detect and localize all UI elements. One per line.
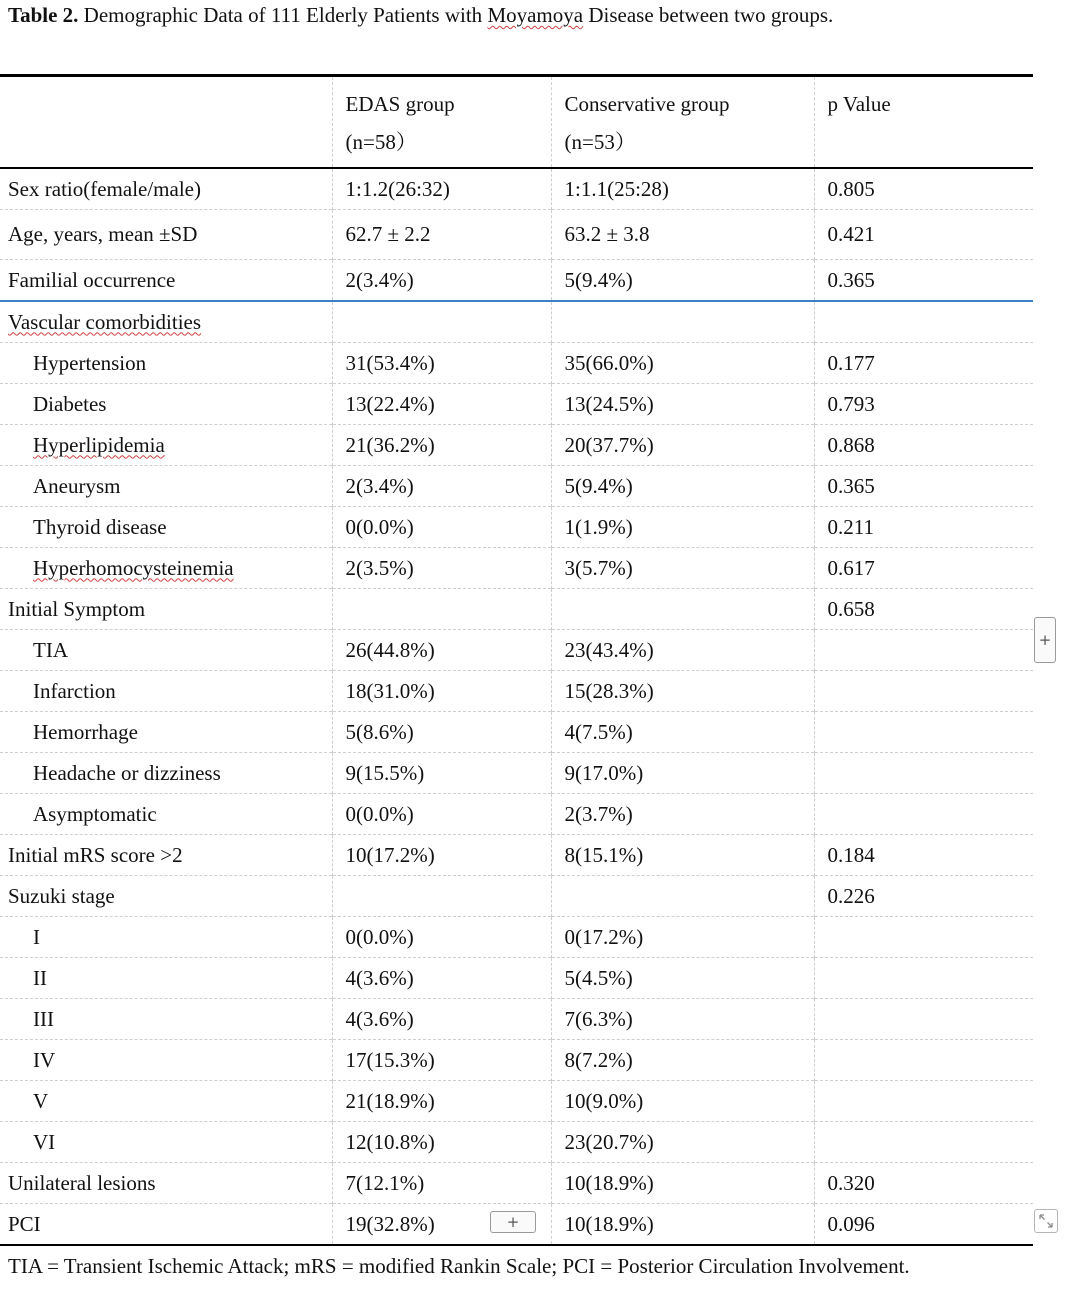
cell-p-value[interactable]: 0.211 (814, 507, 1033, 548)
table-row (0, 1040, 1033, 1081)
cell-p-value[interactable] (814, 1040, 1033, 1081)
table-footnote: TIA = Transient Ischemic Attack; mRS = modified Rankin Scale; PCI = Posterior Circulation Involvement. (8, 1254, 910, 1278)
cell-conservative[interactable]: 5(4.5%) (551, 958, 814, 999)
row-label[interactable]: Aneurysm (0, 466, 332, 507)
cell-p-value[interactable]: 0.805 (814, 168, 1033, 210)
table-row (0, 999, 1033, 1040)
row-label[interactable]: Hyperhomocysteinemia (0, 548, 332, 589)
add-column-button[interactable]: + (1034, 617, 1056, 663)
table-row (0, 466, 1033, 507)
cell-edas[interactable]: 10(17.2%) (332, 835, 551, 876)
cell-edas[interactable]: 0(0.0%) (332, 507, 551, 548)
header-cell-conservative[interactable] (551, 76, 814, 169)
table-row (0, 168, 1033, 210)
table-row (0, 753, 1033, 794)
cell-p-value[interactable] (814, 630, 1033, 671)
table-row (0, 425, 1033, 466)
table-row (0, 507, 1033, 548)
cell-edas[interactable]: 4(3.6%) (332, 958, 551, 999)
cell-p-value[interactable] (814, 712, 1033, 753)
row-label[interactable]: Initial mRS score >2 (0, 835, 332, 876)
cell-p-value[interactable]: 0.184 (814, 835, 1033, 876)
cell-conservative[interactable]: 10(9.0%) (551, 1081, 814, 1122)
cell-edas[interactable]: 2(3.5%) (332, 548, 551, 589)
cell-conservative[interactable] (551, 301, 814, 343)
row-label[interactable]: PCI (0, 1204, 332, 1246)
cell-conservative[interactable]: 5(9.4%) (551, 260, 814, 302)
cell-conservative[interactable]: 1:1.1(25:28) (551, 168, 814, 210)
cell-p-value[interactable]: 0.365 (814, 466, 1033, 507)
cell-conservative[interactable]: 23(20.7%) (551, 1122, 814, 1163)
cell-edas[interactable]: 12(10.8%) (332, 1122, 551, 1163)
caption-underlined-word: Moyamoya (487, 3, 584, 27)
row-label[interactable]: V (0, 1081, 332, 1122)
row-label[interactable]: TIA (0, 630, 332, 671)
cell-edas[interactable]: 62.7 ± 2.2 (332, 210, 551, 260)
cell-conservative[interactable]: 8(15.1%) (551, 835, 814, 876)
row-label[interactable]: III (0, 999, 332, 1040)
cell-edas[interactable] (332, 589, 551, 630)
row-label[interactable]: IV (0, 1040, 332, 1081)
cell-conservative[interactable]: 10(18.9%) (551, 1204, 814, 1246)
cell-conservative[interactable]: 9(17.0%) (551, 753, 814, 794)
table-row (0, 589, 1033, 630)
row-label[interactable]: II (0, 958, 332, 999)
demographic-table[interactable] (0, 74, 1033, 1246)
caption-label: Table 2. (8, 3, 79, 27)
row-label[interactable]: Familial occurrence (0, 260, 332, 302)
add-row-button[interactable]: + (490, 1211, 536, 1233)
cell-edas[interactable] (332, 301, 551, 343)
cell-conservative[interactable]: 5(9.4%) (551, 466, 814, 507)
cell-p-value[interactable] (814, 1122, 1033, 1163)
row-label[interactable]: Headache or dizziness (0, 753, 332, 794)
table-row (0, 671, 1033, 712)
row-label[interactable]: Sex ratio(female/male) (8, 176, 201, 201)
header-edas-line1: EDAS group (345, 92, 455, 116)
cell-edas[interactable]: 4(3.6%) (332, 999, 551, 1040)
cell-edas[interactable]: 7(12.1%) (332, 1163, 551, 1204)
cell-edas[interactable]: 13(22.4%) (332, 384, 551, 425)
table-row (0, 630, 1033, 671)
table-row (0, 1122, 1033, 1163)
cell-conservative[interactable]: 10(18.9%) (551, 1163, 814, 1204)
cell-edas[interactable]: 0(0.0%) (332, 794, 551, 835)
table-caption (8, 0, 833, 32)
row-label[interactable]: Suzuki stage (0, 876, 332, 917)
cell-edas[interactable]: 19(32.8%) (332, 1204, 551, 1246)
cell-p-value[interactable]: 0.421 (814, 210, 1033, 260)
cell-p-value[interactable] (814, 999, 1033, 1040)
header-p-value-label: p Value (827, 92, 891, 116)
table-row (0, 210, 1033, 260)
resize-handle-icon[interactable] (1034, 1209, 1058, 1233)
cell-conservative[interactable]: 7(6.3%) (551, 999, 814, 1040)
cell-p-value[interactable] (814, 958, 1033, 999)
table-row (0, 917, 1033, 958)
cell-conservative[interactable]: 4(7.5%) (551, 712, 814, 753)
row-label[interactable]: Hemorrhage (0, 712, 332, 753)
table-row (0, 712, 1033, 753)
cell-conservative[interactable]: 8(7.2%) (551, 1040, 814, 1081)
cell-edas[interactable]: 9(15.5%) (332, 753, 551, 794)
cell-p-value[interactable]: 0.226 (814, 876, 1033, 917)
cell-p-value[interactable]: 0.365 (814, 260, 1033, 302)
resize-arrows-icon (1035, 1210, 1057, 1232)
cell-edas[interactable]: 2(3.4%) (332, 466, 551, 507)
cell-p-value[interactable] (814, 301, 1033, 343)
cell-edas[interactable]: 21(18.9%) (332, 1081, 551, 1122)
cell-conservative[interactable]: 23(43.4%) (551, 630, 814, 671)
row-label[interactable]: Thyroid disease (0, 507, 332, 548)
table-row (0, 794, 1033, 835)
header-cell-edas[interactable] (332, 76, 551, 169)
cell-p-value[interactable] (814, 753, 1033, 794)
header-edas-line2: (n=58） (345, 130, 417, 154)
row-label[interactable]: I (0, 917, 332, 958)
table-row (0, 958, 1033, 999)
cell-edas[interactable]: 0(0.0%) (332, 917, 551, 958)
row-label[interactable]: Hyperlipidemia (0, 425, 332, 466)
table-row (0, 301, 1033, 343)
row-label[interactable]: Initial Symptom (0, 589, 332, 630)
row-label[interactable]: Age, years, mean ±SD (0, 210, 332, 260)
row-label[interactable]: Hypertension (0, 343, 332, 384)
cell-conservative[interactable]: 3(5.7%) (551, 548, 814, 589)
cell-p-value[interactable] (814, 671, 1033, 712)
cell-edas[interactable]: 17(15.3%) (332, 1040, 551, 1081)
cell-conservative[interactable] (551, 876, 814, 917)
cell-p-value[interactable] (814, 794, 1033, 835)
header-conservative-line1: Conservative group (564, 92, 730, 116)
header-cell-p-value[interactable] (814, 76, 1033, 169)
cell-edas[interactable]: 2(3.4%) (332, 260, 551, 302)
cell-edas[interactable]: 1:1.2(26:32) (332, 168, 551, 210)
cell-p-value[interactable]: 0.320 (814, 1163, 1033, 1204)
cell-p-value[interactable]: 0.617 (814, 548, 1033, 589)
cell-edas[interactable]: 26(44.8%) (332, 630, 551, 671)
row-label[interactable]: VI (0, 1122, 332, 1163)
row-label[interactable]: Infarction (0, 671, 332, 712)
table-row (0, 343, 1033, 384)
cell-conservative[interactable] (551, 589, 814, 630)
table-header-row (0, 76, 1033, 169)
cell-p-value[interactable]: 0.868 (814, 425, 1033, 466)
cell-p-value[interactable] (814, 1081, 1033, 1122)
cell-conservative[interactable]: 15(28.3%) (551, 671, 814, 712)
cell-conservative[interactable]: 63.2 ± 3.8 (551, 210, 814, 260)
header-conservative-line2: (n=53） (564, 130, 636, 154)
cell-edas[interactable]: 18(31.0%) (332, 671, 551, 712)
table-row (0, 876, 1033, 917)
table-row (0, 548, 1033, 589)
table-row (0, 384, 1033, 425)
cell-edas[interactable]: 21(36.2%) (332, 425, 551, 466)
cell-edas[interactable]: 31(53.4%) (332, 343, 551, 384)
caption-text-before: Demographic Data of 111 Elderly Patients with (78, 3, 488, 27)
cell-p-value[interactable]: 0.096 (814, 1204, 1033, 1246)
cell-conservative[interactable]: 13(24.5%) (551, 384, 814, 425)
row-label[interactable]: Vascular comorbidities (8, 309, 202, 334)
cell-p-value[interactable]: 0.793 (814, 384, 1033, 425)
cell-conservative[interactable]: 2(3.7%) (551, 794, 814, 835)
cell-conservative[interactable]: 20(37.7%) (551, 425, 814, 466)
table-row (0, 1081, 1033, 1122)
cell-conservative[interactable]: 0(17.2%) (551, 917, 814, 958)
row-label[interactable]: Unilateral lesions (0, 1163, 332, 1204)
cell-edas[interactable] (332, 876, 551, 917)
caption-text-after: Disease between two groups. (583, 3, 834, 27)
table-row (0, 260, 1033, 302)
table-row (0, 835, 1033, 876)
header-cell-label[interactable] (0, 76, 332, 169)
row-label[interactable]: Asymptomatic (0, 794, 332, 835)
cell-conservative[interactable]: 1(1.9%) (551, 507, 814, 548)
cell-p-value[interactable]: 0.177 (814, 343, 1033, 384)
row-label[interactable]: Diabetes (0, 384, 332, 425)
cell-p-value[interactable]: 0.658 (814, 589, 1033, 630)
cell-conservative[interactable]: 35(66.0%) (551, 343, 814, 384)
table-row (0, 1163, 1033, 1204)
cell-edas[interactable]: 5(8.6%) (332, 712, 551, 753)
cell-p-value[interactable] (814, 917, 1033, 958)
